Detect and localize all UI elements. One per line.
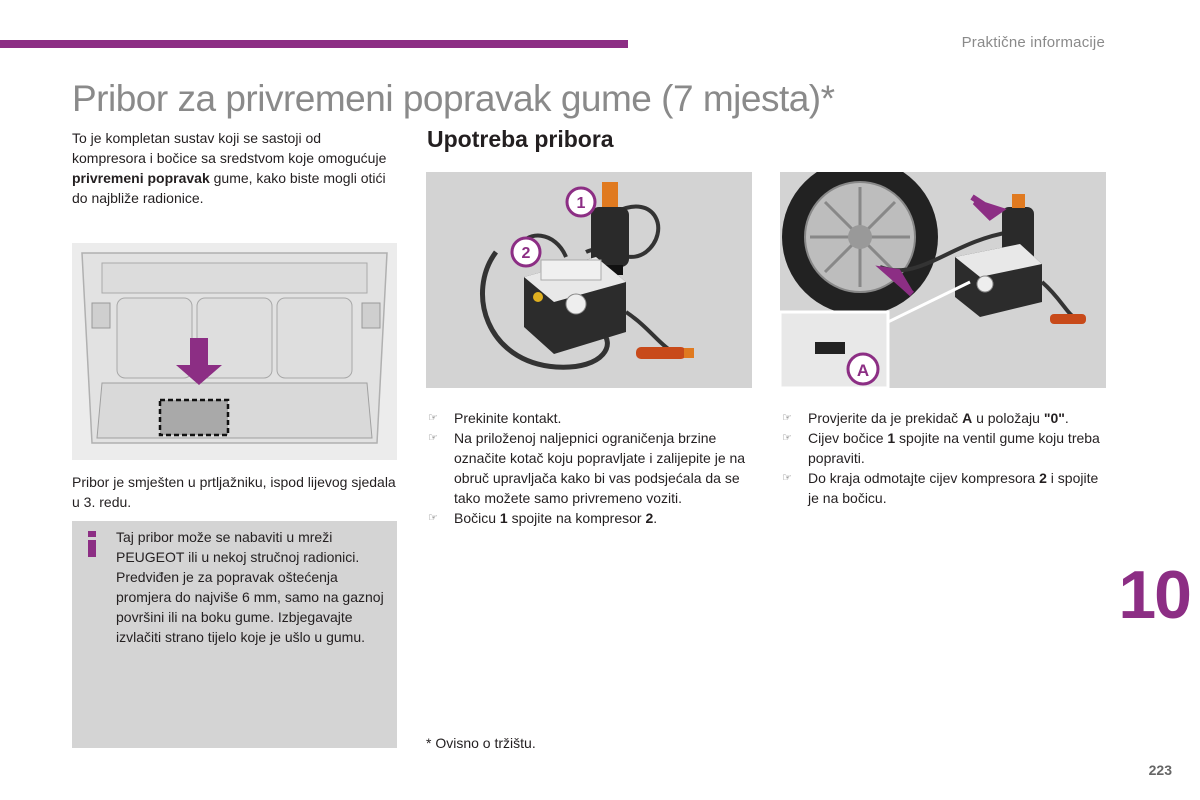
step-text: Prekinite kontakt. xyxy=(454,410,562,426)
chapter-number: 10 xyxy=(1118,557,1190,633)
list-item xyxy=(426,508,746,528)
step-text: Do kraja odmotajte cijev kompresora xyxy=(808,470,1040,486)
step-ref: A xyxy=(962,410,973,426)
list-item xyxy=(426,428,746,508)
steps-list-right xyxy=(780,408,1110,508)
storage-caption: Pribor je smješten u prtljažniku, ispod lijevog sjedala u 3. redu. xyxy=(72,474,396,510)
hand-pointer-icon: ☞ xyxy=(782,432,792,444)
step-ref: "0" xyxy=(1043,410,1065,426)
page-title: Pribor za privremeni popravak gume (7 mjesta)* xyxy=(72,78,835,119)
step-text: . xyxy=(653,510,658,526)
step-ref: 1 xyxy=(499,510,508,526)
list-item xyxy=(780,408,1110,428)
section-label: Praktične informacije xyxy=(961,34,1105,51)
wheel-connection-photo xyxy=(780,172,1106,388)
intro-paragraph xyxy=(72,128,397,208)
step-text: Provjerite da je prekidač xyxy=(808,410,963,426)
trunk-photo xyxy=(72,243,397,460)
step-text: spojite na kompresor xyxy=(507,510,646,526)
list-item xyxy=(426,408,746,428)
step-text: u položaju xyxy=(972,410,1044,426)
compressor-kit-photo xyxy=(426,172,752,388)
step-text: Bočicu xyxy=(454,510,500,526)
step-ref: 2 xyxy=(1039,470,1047,486)
step-ref: 1 xyxy=(887,430,896,446)
list-item xyxy=(780,428,1110,468)
hand-pointer-icon: ☞ xyxy=(782,472,792,484)
step-ref: 2 xyxy=(645,510,654,526)
step-text: . xyxy=(1064,410,1069,426)
list-item xyxy=(780,468,1110,508)
usage-heading: Upotreba pribora xyxy=(427,126,614,152)
intro-text-1: To je kompletan sustav koji se sastoji od kompresora i bočice sa sredstvom koje omogućuje xyxy=(72,130,387,166)
hand-pointer-icon: ☞ xyxy=(428,512,438,524)
label-compressor: 2 xyxy=(521,245,531,262)
intro-text-2: gume, kako biste mogli otići do najbliže radionice. xyxy=(72,170,386,206)
label-switch: A xyxy=(856,361,870,380)
step-text: Na priloženoj naljepnici ograničenja brzine označite kotač koju popravljate i zalijepite je na obruč upravljača kako bi vas podsjećala da se tako možete samo privremeno voziti. xyxy=(454,430,746,506)
hand-pointer-icon: ☞ xyxy=(428,412,438,424)
steps-list-left xyxy=(426,408,746,528)
hand-pointer-icon: ☞ xyxy=(782,412,792,424)
page-number: 223 xyxy=(1148,762,1172,778)
label-bottle: 1 xyxy=(576,195,586,212)
header-accent-bar xyxy=(0,40,628,48)
footnote: * Ovisno o tržištu. xyxy=(426,735,536,751)
intro-text-bold: privremeni popravak xyxy=(72,170,210,186)
info-icon xyxy=(86,531,100,557)
step-text: Cijev bočice xyxy=(808,430,888,446)
step-text: spojite na ventil gume koju treba popraviti. xyxy=(808,430,1100,466)
step-text: i spojite je na bočicu. xyxy=(808,470,1099,506)
hand-pointer-icon: ☞ xyxy=(428,432,438,444)
info-box-text: Taj pribor može se nabaviti u mreži PEUGEOT ili u nekoj stručnoj radionici. Predviđen je za popravak oštećenja promjera do najviše 6 mm, samo na gaznoj površini ili na boku gume. Izbjegavajte izvlačiti strano tijelo koje je ušlo u gumu. xyxy=(116,529,384,645)
